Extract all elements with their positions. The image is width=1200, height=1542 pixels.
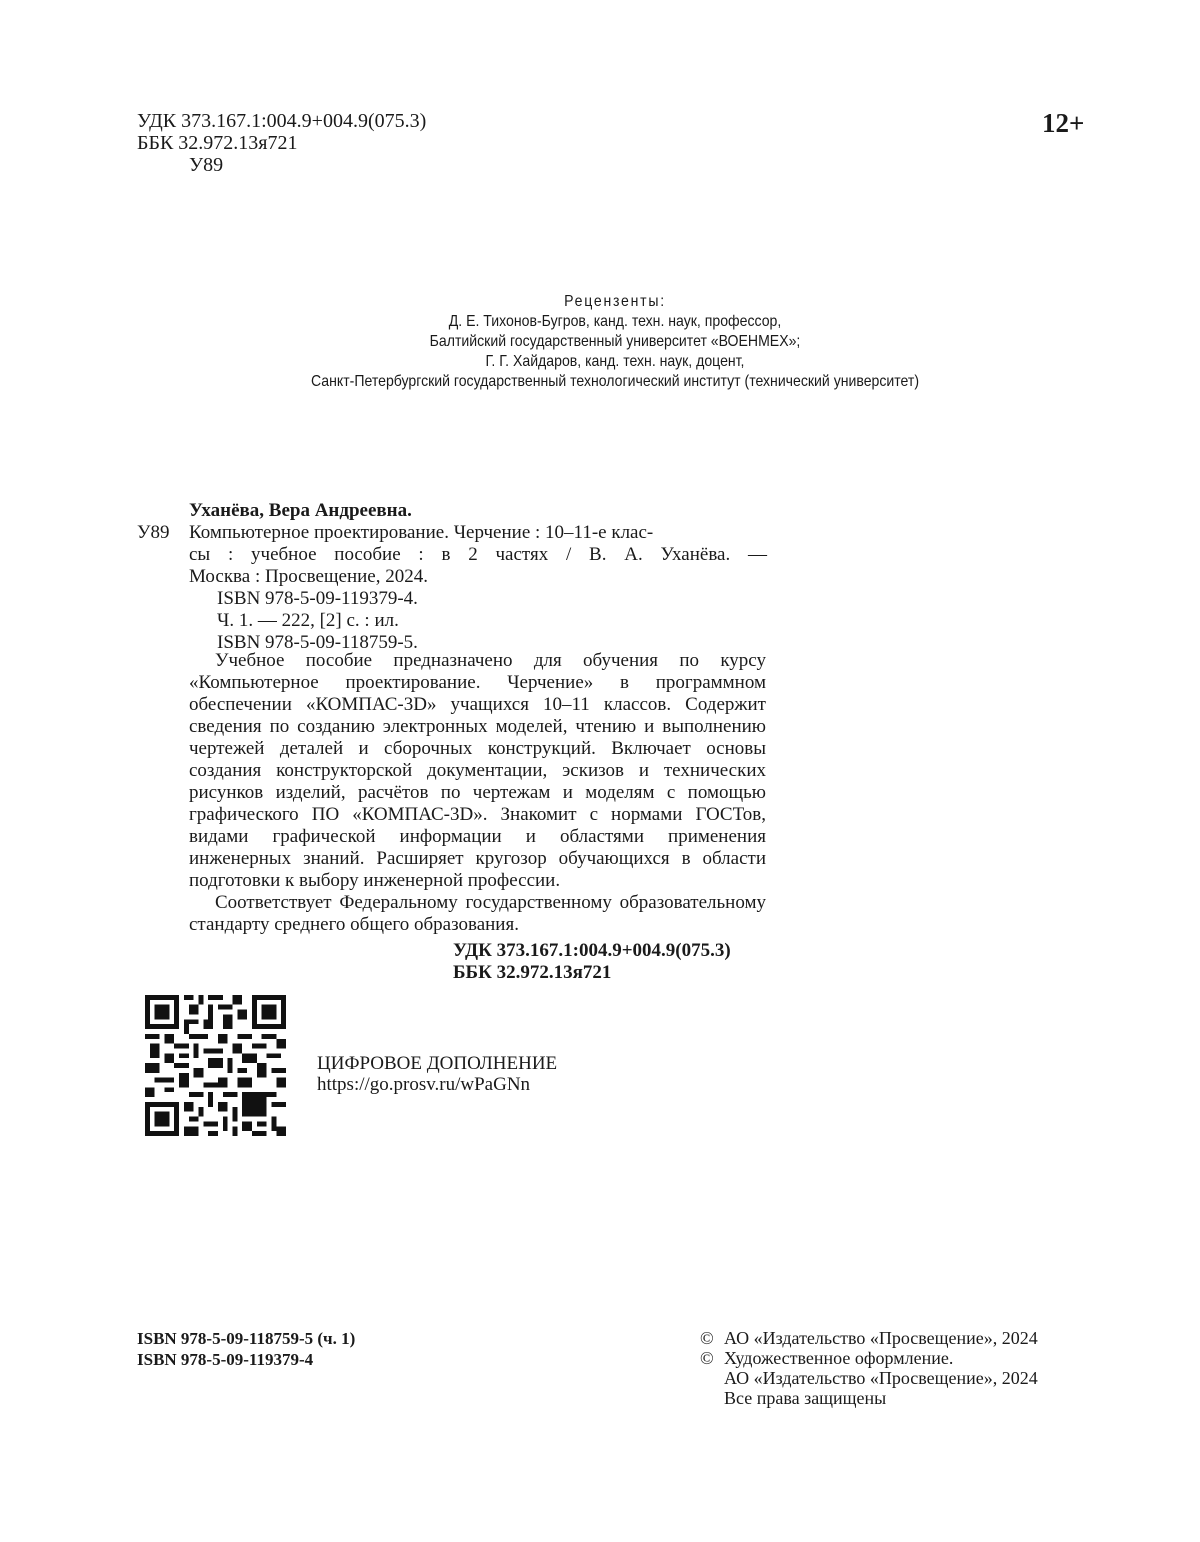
card-code: У89: [137, 522, 170, 543]
digital-supplement-link[interactable]: https://go.prosv.ru/wPaGNn: [317, 1074, 531, 1095]
reviewer-line: Г. Г. Хайдаров, канд. техн. наук, доцент,: [485, 353, 745, 370]
reviewer-line: Балтийский государственный университет «ВОЕНМЕХ»;: [429, 333, 801, 350]
author-mark: У89: [189, 154, 224, 176]
qr-code-icon[interactable]: [145, 995, 286, 1136]
age-rating: 12+: [1042, 108, 1085, 138]
reviewers-heading: Рецензенты:: [564, 293, 666, 310]
copyright-icon: ©: [700, 1348, 714, 1368]
card-title-line: Компьютерное проектирование. Черчение : 10–11-е клас-: [189, 522, 654, 543]
isbn-set: ISBN 978-5-09-119379-4: [137, 1350, 314, 1369]
copyright-line: Художественное оформление.: [724, 1348, 954, 1368]
abstract-paragraph: Соответствует Федеральному государственному образовательному стандарту среднего общего образования.: [189, 892, 766, 935]
isbn-part: ISBN 978-5-09-118759-5 (ч. 1): [137, 1329, 356, 1348]
classification-block: [137, 110, 426, 176]
reviewer-line: Санкт-Петербургский государственный технологический институт (технический университет): [310, 373, 920, 390]
card-isbn-set: ISBN 978-5-09-119379-4.: [217, 588, 418, 609]
card-author: Уханёва, Вера Андреевна.: [189, 500, 412, 521]
abstract: [189, 650, 766, 984]
udk-code: УДК 373.167.1:004.9+004.9(075.3): [137, 110, 427, 132]
abstract-paragraph: Учебное пособие предназначено для обучения по курсу «Компьютерное проектирование. Черчение» в программном обеспечении «КОМПАС-3D» учащихся 10–11 классов. Содержит сведения по созданию электронных моделей, чтению и выполнению чертежей деталей и сборочных конструкций. Включает основы создания конструкторской документации, эскизов и технических рисунков изделий, расчётов по чертежам и моделям с помощью графического ПО «КОМПАС-3D». Знакомит с нормами ГОСТов, видами графической информации и областями применения инженерных знаний. Расширяет кругозор обучающихся в области подготовки к выбору инженерной профессии.: [189, 650, 766, 891]
bbk-code: ББК 32.972.13я721: [137, 132, 298, 154]
card-title-row: [137, 522, 767, 544]
copyright-icon: ©: [700, 1328, 714, 1348]
card-title-line: сы : учебное пособие : в 2 частях / В. А. Уханёва. —: [189, 544, 767, 565]
copyright-block: [700, 1328, 1038, 1408]
digital-supplement-title: ЦИФРОВОЕ ДОПОЛНЕНИЕ: [317, 1053, 558, 1074]
reviewer-line: Д. Е. Тихонов-Бугров, канд. техн. наук, профессор,: [448, 313, 782, 330]
abstract-bbk: ББК 32.972.13я721: [453, 962, 612, 983]
copyright-line: АО «Издательство «Просвещение», 2024: [724, 1368, 1038, 1388]
copyright-line: АО «Издательство «Просвещение», 2024: [724, 1328, 1038, 1348]
digital-supplement: [317, 1053, 557, 1095]
catalog-card: [137, 500, 767, 654]
card-part-info: Ч. 1. — 222, [2] с. : ил.: [217, 610, 399, 631]
footer-isbns: [137, 1328, 355, 1370]
card-title-line: Москва : Просвещение, 2024.: [189, 566, 428, 587]
abstract-udk: УДК 373.167.1:004.9+004.9(075.3): [453, 940, 731, 961]
card-isbn-part: ISBN 978-5-09-118759-5.: [217, 632, 418, 653]
reviewers-block: [267, 292, 962, 392]
rights-reserved: Все права защищены: [724, 1388, 887, 1408]
